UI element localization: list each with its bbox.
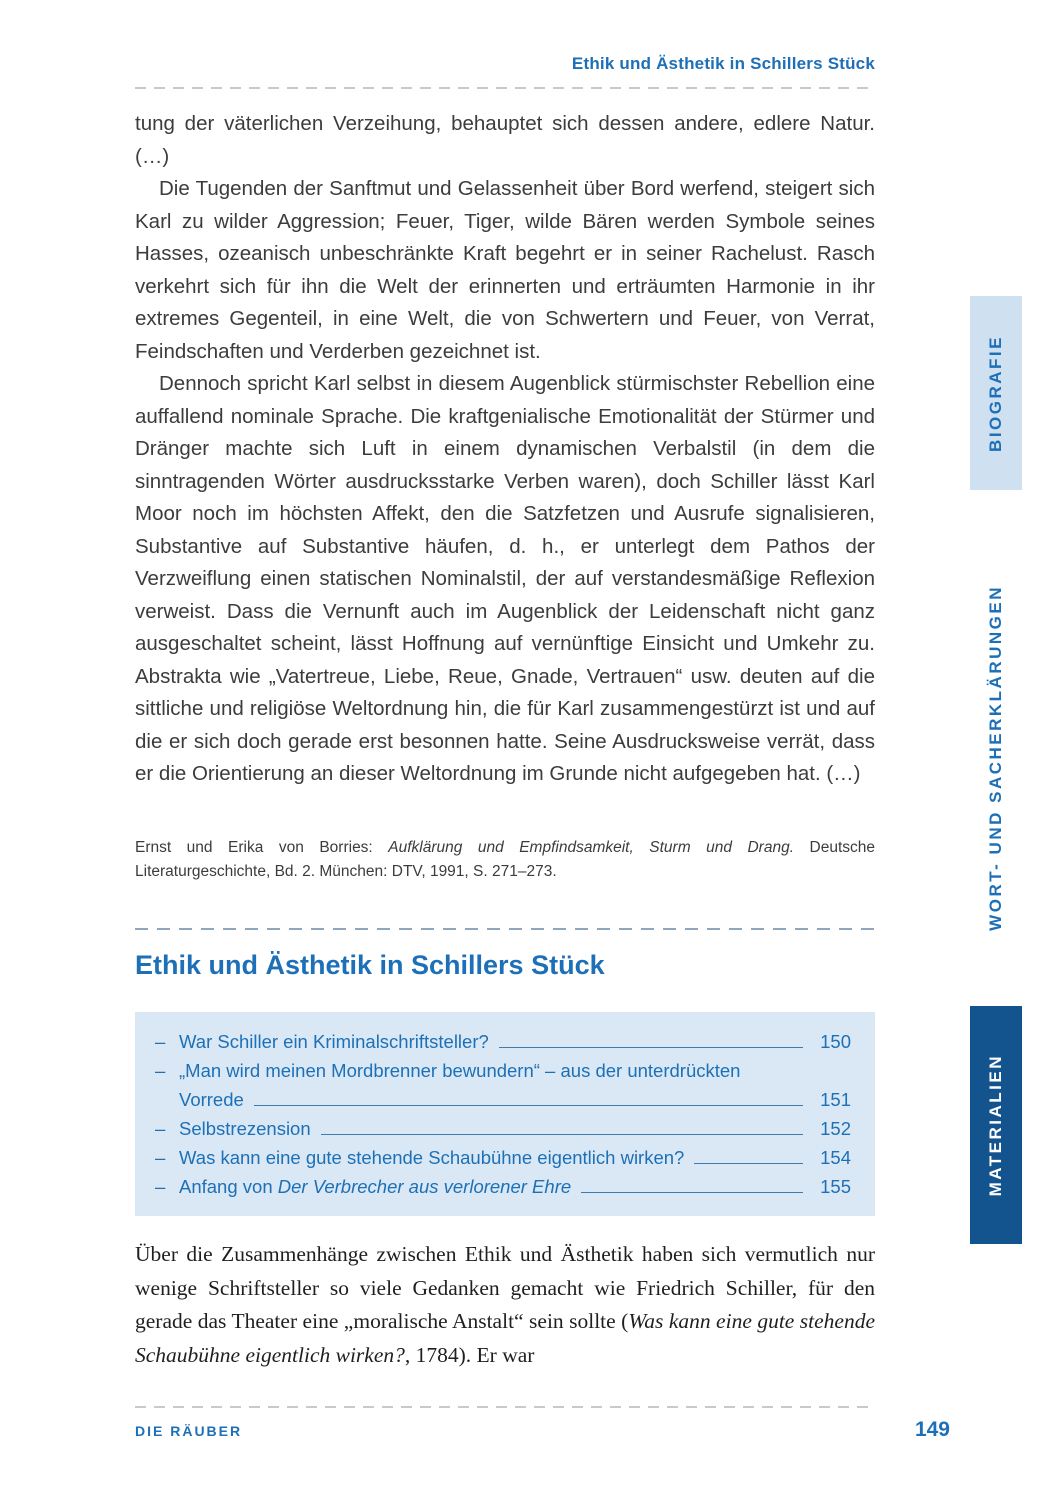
footer-book-title: DIE RÄUBER xyxy=(135,1423,243,1439)
toc-item-label: War Schiller ein Kriminalschriftsteller? xyxy=(179,1031,489,1052)
intro-text: , 1784). Er war xyxy=(404,1342,535,1367)
toc-label-prefix: Anfang von xyxy=(179,1176,278,1197)
body-paragraph: Die Tugenden der Sanftmut und Gelassenheit über Bord werfend, steigert sich Karl zu wilder Aggression; Feuer, Tiger, wilde Bären werden Symbole seines Hasses, ozeanisch unbeschränkte Kraft begehrt er in seiner Rachelust. Rasch verkehrt sich für ihn die Welt der erinnerten und erträumten Harmonie in ihr extremes Gegenteil, in eine Welt, die von Schwertern und Feuer, von Verrat, Feindschaften und Verderben gezeichnet ist. xyxy=(135,177,875,363)
tab-biografie xyxy=(970,296,1022,490)
toc-item xyxy=(155,1027,851,1056)
toc-indent-spacer xyxy=(155,1085,179,1114)
header-dashed-rule xyxy=(135,87,875,89)
toc-page-number: 155 xyxy=(820,1176,851,1197)
toc-page-number: 151 xyxy=(820,1089,851,1110)
source-citation xyxy=(135,836,875,884)
toc-item-label: Was kann eine gute stehende Schaubühne eigentlich wirken? xyxy=(179,1147,685,1168)
toc-item-label xyxy=(179,1172,571,1201)
bullet-dash: – xyxy=(155,1147,166,1168)
tab-materialien xyxy=(970,1006,1022,1244)
toc-item xyxy=(155,1056,851,1085)
article-body xyxy=(135,108,875,791)
bullet-dash: – xyxy=(155,1060,166,1081)
tab-wort-und-sacherklaerungen xyxy=(970,548,1022,968)
citation-details: Deutsche Literaturgeschichte, Bd. 2. München: DTV, 1991, S. 271–273. xyxy=(135,839,875,880)
citation-title: Aufklärung und Empfindsamkeit, Sturm und Drang. xyxy=(388,839,795,856)
leader-line xyxy=(254,1105,803,1106)
running-head: Ethik und Ästhetik in Schillers Stück xyxy=(571,54,875,73)
tab-materialien-label: MATERIALIEN xyxy=(986,1053,1005,1197)
section-intro-paragraph xyxy=(135,1238,875,1372)
tab-biografie-label: BIOGRAFIE xyxy=(986,334,1005,452)
tab-wort-label: WORT- UND SACHERKLÄRUNGEN xyxy=(986,585,1005,931)
leader-line xyxy=(499,1047,803,1048)
section-dashed-rule xyxy=(135,928,875,930)
intro-text: Über die Zusammenhänge zwischen Ethik und Ästhetik haben sich vermutlich nur wenige Schriftsteller so viele Gedanken gemacht wie Friedrich Schiller, für den gerade das Theater eine „moralische Anstalt“ sein sollte ( xyxy=(135,1242,875,1333)
toc-page-number: 154 xyxy=(820,1147,851,1168)
bullet-dash: – xyxy=(155,1176,166,1197)
intro-essay-title: Was kann eine gute stehende Schaubühne eigentlich wirken? xyxy=(135,1309,875,1367)
citation-authors: Ernst und Erika von Borries: xyxy=(135,839,389,856)
toc-page-number: 150 xyxy=(820,1031,851,1052)
toc-page-number: 152 xyxy=(820,1118,851,1139)
footer xyxy=(135,1418,950,1442)
section-heading: Ethik und Ästhetik in Schillers Stück xyxy=(135,950,605,980)
leader-line xyxy=(321,1134,803,1135)
toc-item-label: Vorrede xyxy=(179,1089,244,1110)
body-paragraph: Dennoch spricht Karl selbst in diesem Augenblick stürmischster Rebellion eine auffallend nominale Sprache. Die kraftgenialische Emotionalität der Stürmer und Dränger machte sich Luft in einem dynamischen Verbalstil (in dem die sinntragenden Wörter ausdrucksstarke Verben waren), doch Schiller lässt Karl Moor noch im höchsten Affekt, den die Satzfetzen und Ausrufe signalisieren, Substantive auf Substantive häufen, d. h., er unterlegt dem Pathos der Verzweiflung einen statischen Nominalstil, der auf verstandesmäßige Reflexion verweist. Dass die Vernunft auch im Augenblick der Leidenschaft nicht ganz ausgeschaltet scheint, lässt Hoffnung auf vernünftige Einsicht und Umkehr zu. Abstrakta wie „Vatertreue, Liebe, Reue, Gnade, Vertrauen“ usw. deuten auf die sittliche und religiöse Weltordnung hin, die für Karl zusammengestürzt ist und auf die er sich doch gerade erst besonnen hatte. Seine Ausdrucksweise verrät, dass er die Orientierung an dieser Weltordnung im Grunde nicht aufgegeben hat. (…) xyxy=(135,372,875,785)
toc-item xyxy=(155,1114,851,1143)
leader-line xyxy=(581,1192,803,1193)
body-paragraph: tung der väterlichen Verzeihung, behauptet sich dessen andere, edlere Natur. (…) xyxy=(135,112,875,168)
footer-page-number: 149 xyxy=(914,1418,950,1441)
toc-item-label: Selbstrezension xyxy=(179,1118,311,1139)
footer-dashed-rule xyxy=(135,1406,875,1408)
toc-item xyxy=(155,1143,851,1172)
toc-item-label: „Man wird meinen Mordbrenner bewundern“ – aus der unterdrückten xyxy=(179,1060,741,1081)
toc-item xyxy=(155,1172,851,1201)
toc-item-continuation xyxy=(155,1085,851,1114)
bullet-dash: – xyxy=(155,1118,166,1139)
leader-line xyxy=(694,1163,803,1164)
toc-label-title: Der Verbrecher aus verlorener Ehre xyxy=(277,1176,572,1197)
bullet-dash: – xyxy=(155,1031,166,1052)
contents-box xyxy=(135,1012,875,1216)
